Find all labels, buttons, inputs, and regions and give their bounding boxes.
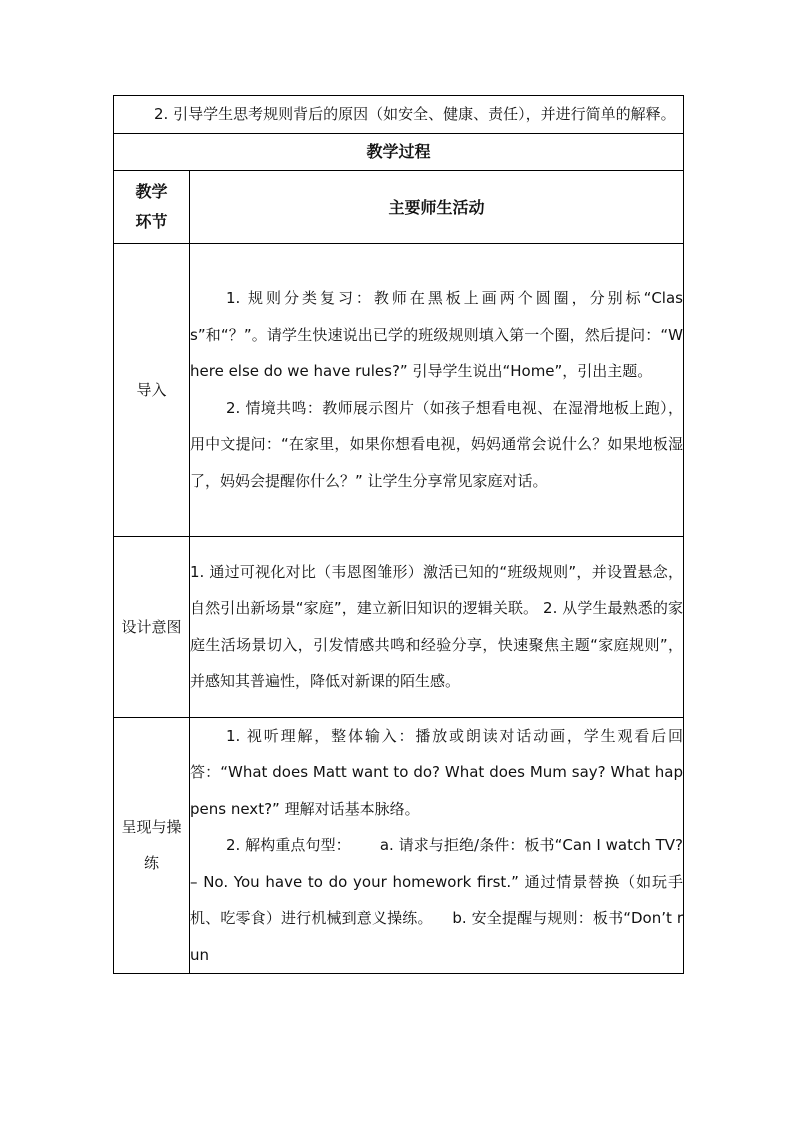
row-label-intro: 导入 (114, 243, 190, 536)
section-title-row (114, 133, 684, 170)
row-label-presentation (114, 717, 190, 974)
row-presentation (114, 717, 684, 974)
intro-paragraph-2: 2. 情境共鸣：教师展示图片（如孩子想看电视、在湿滑地板上跑），用中文提问：“在家里，如果你想看电视，妈妈通常会说什么？如果地板湿了，妈妈会提醒你什么？” 让学生分享常见家庭对话。 (190, 398, 683, 490)
row-label-design (114, 536, 190, 717)
design-label-text: 设计意图 (121, 617, 182, 636)
design-paragraph: 1. 通过可视化对比（韦恩图雏形）激活已知的“班级规则”，并设置悬念，自然引出新场景“家庭”，建立新旧知识的逻辑关联。 2. 从学生最熟悉的家庭生活场景切入，引发情感共鸣和经验分享，快速聚焦主题“家庭规则”，并感知其普遍性，降低对新课的陌生感。 (190, 562, 683, 690)
goal-cell (114, 96, 684, 134)
presentation-paragraph-1: 1. 视听理解，整体输入：播放或朗读对话动画，学生观看后回答：“What does Matt want to do? What does Mum say? What happens next?” 理解对话基本脉络。 (190, 726, 683, 818)
row-content-design (190, 536, 684, 717)
row-content-intro (190, 243, 684, 536)
intro-paragraph-1: 1. 规则分类复习：教师在黑板上画两个圆圈，分别标“Class”和“？”。请学生快速说出已学的班级规则填入第一个圈，然后提问：“Where else do we have rules?” 引导学生说出“Home”，引出主题。 (190, 289, 683, 380)
presentation-label-text: 呈现与操练 (121, 818, 182, 873)
lesson-plan-table (113, 95, 688, 974)
section-title: 教学过程 (114, 133, 684, 170)
header-col2: 主要师生活动 (190, 170, 684, 243)
goal-text: 2. 引导学生思考规则背后的原因（如安全、健康、责任），并进行简单的解释。 (154, 105, 676, 123)
row-design (114, 536, 684, 717)
header-col1 (114, 170, 190, 243)
row-intro (114, 243, 684, 536)
row-content-presentation (190, 717, 688, 974)
header-col1-text: 教学环节 (135, 181, 168, 231)
goal-row (114, 96, 684, 134)
presentation-paragraph-2: 2. 解构重点句型： a. 请求与拒绝/条件：板书“Can I watch TV? – No. You have to do your homework first.” 通过情景替换（如玩手机、吃零食）进行机械到意义操练。 b. 安全提醒与规则：板书“Don’t run (190, 836, 688, 964)
header-row (114, 170, 684, 243)
